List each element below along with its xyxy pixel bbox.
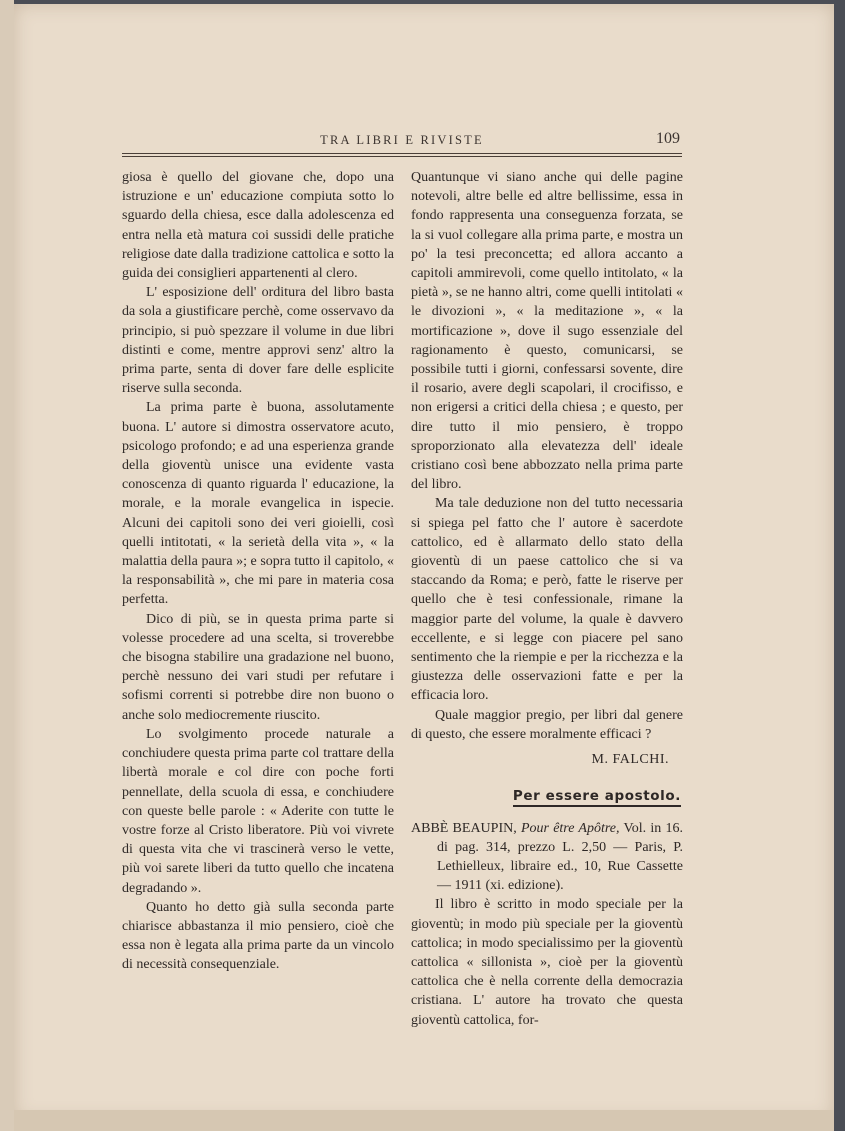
paragraph: Quantunque vi siano anche qui delle pagine notevoli, altre belle ed altre bellissime, essa in fondo rappresenta una conseguenza forzata, se la si vuol collegare alla prima parte, e mostra un po' la tesi preconcetta; ed allora accanto a capitoli ammirevoli, come quello intitolato, « la pietà », se ne hanno altri, come quelli intitolati « le divozioni », « la meditazione », « la mortificazione », dove il sugo essenziale del ragionamento è questo, comunicarsi, se possibile tutti i giorni, confessarsi sovente, dire il rosario, avere degli scapolari, il crocifisso, e non erigersi a critici della chiesa ; e questo, per dire tutto il mio pensiero, è troppo sproporzionato alla elevatezza dell' ideale cristiano così bene abbozzato nella prima parte del libro. bbox=[411, 170, 683, 493]
running-title: TRA LIBRI E RIVISTE bbox=[320, 133, 484, 147]
page-stack-edge bbox=[14, 1110, 834, 1131]
bib-details: Vol. in 16. di pag. 314, prezzo L. 2,50 — Paris, P. Lethielleux, libraire ed., 10, Rue Cassette — 1911 (xi. edizione). bbox=[437, 820, 684, 894]
bib-title: Pour être Apôtre, bbox=[520, 820, 620, 836]
paragraph: Lo svolgimento procede naturale a conchiudere questa prima parte col trattare della libertà morale e col dire con poche forti pennellate, della scuola di essa, e conchiudere con queste belle parole : « Aderite con tutte le vostre forze al Cristo liberatore. Più voi vivrete di questa vita che vi trascinerà verso le vette, più voi sarete liberi da tutto quello che incatena degradando ». bbox=[122, 726, 394, 896]
left-column bbox=[122, 168, 394, 975]
bib-author: ABBÈ BEAUPIN, bbox=[411, 820, 517, 836]
paragraph: Quanto ho detto già sulla seconda parte chiarisce abbastanza il mio pensiero, cioè che essa non è legata alla prima parte da un vincolo di necessità consequenziale. bbox=[122, 899, 394, 973]
paragraph: Ma tale deduzione non del tutto necessaria si spiega pel fatto che l' autore è sacerdote cattolico, ed è allarmato dello stato della gioventù di un paese cattolico che si va staccando da Roma; e però, fatte le riserve per quello che è tesi confessionale, rimane la maggior parte del volume, la quale è davvero eccellente, e si legge con piacere pel sano sentimento che la riempie e per la ricchezza e la giustezza delle osservazioni fatte e per la efficacia loro. bbox=[411, 496, 683, 704]
bibliographic-entry bbox=[411, 819, 683, 896]
paragraph: L' esposizione dell' orditura del libro basta da sola a giustificare perchè, come osservavo da principio, si può spezzare il volume in due libri distinti e come, mentre approvi senz' altro la prima parte, senta di dover fare delle esplicite riserve sulla seconda. bbox=[122, 285, 394, 397]
paragraph: Il libro è scritto in modo speciale per la gioventù; in modo più speciale per la gioventù cattolica; in modo specialissimo per la gioventù cattolica « sillonista », cioè per la gioventù cattolica che è nella corrente della democrazia cristiana. L' autore ha trovato che questa gioventù cattolica, for- bbox=[411, 897, 683, 1028]
header-rule-bottom bbox=[122, 156, 682, 157]
header-rule-top bbox=[122, 153, 682, 154]
paragraph: La prima parte è buona, assolutamente buona. L' autore si dimostra osservatore acuto, psicologo profondo; e ad una esperienza grande della gioventù unisce una evidente vasta conoscenza di quanto riguarda l' educazione, la morale, e la morale evangelica in ispecie. Alcuni dei capitoli sono dei veri gioielli, così quelli intitotati, « la serietà della vita », « la malattia della paura »; e sopra tutto il capitolo, « la responsabilità », che mi pare in materia cosa perfetta. bbox=[122, 400, 394, 608]
right-column bbox=[411, 168, 683, 1030]
section-heading-text: Per essere apostolo. bbox=[513, 788, 681, 807]
section-heading bbox=[411, 787, 683, 806]
page-number: 109 bbox=[656, 130, 680, 147]
paragraph: Quale maggior pregio, per libri dal genere di questo, che essere moralmente efficaci ? bbox=[411, 707, 683, 742]
book-gutter bbox=[0, 0, 14, 1131]
running-head bbox=[122, 131, 682, 151]
paragraph: giosa è quello del giovane che, dopo una istruzione e un' educazione compiuta sotto lo sguardo della chiesa, esce dalla adolescenza ed entra nella età matura coi sussidi delle pratiche religiose date dalla tradizione cattolica e sotto la guida dei consiglieri appartenenti al clero. bbox=[122, 170, 394, 282]
paragraph: Dico di più, se in questa prima parte si volesse procedere ad una scelta, si troverebbe che bisogna stabilire una gradazione nel buono, perchè nessuno dei vari studi per refutare i sofismi correnti si potrebbe dire non buono o anche solo mediocremente riuscito. bbox=[122, 611, 394, 723]
author-signature: M. FALCHI. bbox=[591, 752, 669, 768]
